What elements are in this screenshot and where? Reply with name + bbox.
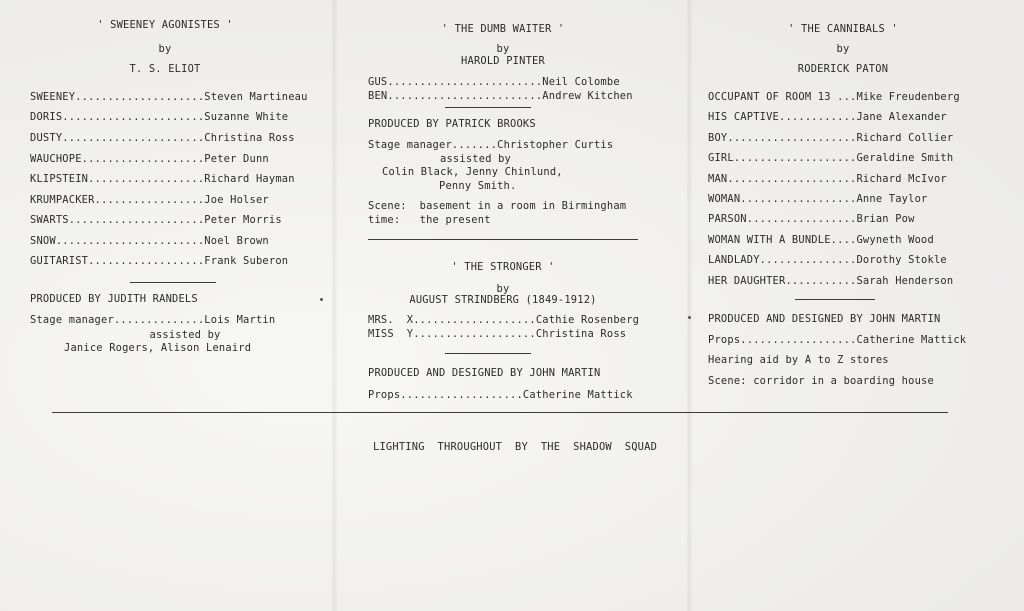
hearing-aid-line: Hearing aid by A to Z stores: [708, 354, 889, 366]
footer-divider: [52, 412, 948, 413]
cast-line: HER DAUGHTER...........Sarah Henderson: [708, 275, 954, 287]
play-title: ' THE STRONGER ': [451, 261, 555, 273]
cast-line: WOMAN..................Anne Taylor: [708, 193, 928, 205]
lighting-credit: LIGHTING THROUGHOUT BY THE SHADOW SQUAD: [373, 441, 658, 453]
props-line: Props..................Catherine Mattick: [708, 334, 967, 346]
assistants-line: Penny Smith.: [439, 180, 517, 192]
ink-dot: [688, 316, 691, 319]
cast-line: LANDLADY...............Dorothy Stokle: [708, 254, 947, 266]
by-label: by: [496, 283, 510, 295]
cast-line: KLIPSTEIN..................Richard Hayman: [30, 173, 295, 185]
cast-line: KRUMPACKER.................Joe Holser: [30, 194, 269, 206]
cast-line: MAN....................Richard McIvor: [708, 173, 947, 185]
scene-line: Scene: basement in a room in Birmingham: [368, 200, 627, 212]
assisted-by-label: assisted by: [440, 153, 512, 165]
cast-line: DUSTY......................Christina Ross: [30, 132, 295, 144]
time-line: time: the present: [368, 214, 491, 226]
cast-line: BEN........................Andrew Kitchen: [368, 90, 633, 102]
cast-line: WOMAN WITH A BUNDLE....Gwyneth Wood: [708, 234, 934, 246]
producer-line: PRODUCED BY PATRICK BROOKS: [368, 118, 536, 130]
cast-line: MRS. X...................Cathie Rosenberg: [368, 314, 640, 326]
author-name: HAROLD PINTER: [461, 55, 545, 67]
divider: [130, 282, 216, 283]
cast-line: PARSON.................Brian Pow: [708, 213, 915, 225]
by-label: by: [836, 43, 850, 55]
assistants-line: Colin Black, Jenny Chinlund,: [382, 166, 563, 178]
producer-line: PRODUCED AND DESIGNED BY JOHN MARTIN: [368, 367, 601, 379]
cast-line: DORIS......................Suzanne White: [30, 111, 289, 123]
divider: [795, 299, 875, 300]
author-name: AUGUST STRINDBERG (1849-1912): [409, 294, 597, 306]
by-label: by: [158, 43, 172, 55]
cast-line: SWEENEY....................Steven Martineau: [30, 91, 308, 103]
play-title: ' SWEENEY AGONISTES ': [97, 19, 233, 31]
play-title: ' THE CANNIBALS ': [788, 23, 898, 35]
assisted-by-label: assisted by: [149, 329, 221, 341]
cast-line: WAUCHOPE...................Peter Dunn: [30, 153, 269, 165]
author-name: T. S. ELIOT: [129, 63, 201, 75]
cast-line: GUITARIST..................Frank Suberon: [30, 255, 289, 267]
props-line: Props...................Catherine Mattick: [368, 389, 633, 401]
cast-line: GIRL...................Geraldine Smith: [708, 152, 954, 164]
stage-manager-line: Stage manager.......Christopher Curtis: [368, 139, 614, 151]
producer-line: PRODUCED BY JUDITH RANDELS: [30, 293, 198, 305]
cast-line: SNOW.......................Noel Brown: [30, 235, 269, 247]
divider: [445, 107, 531, 108]
producer-line: PRODUCED AND DESIGNED BY JOHN MARTIN: [708, 313, 941, 325]
cast-line: OCCUPANT OF ROOM 13 ...Mike Freudenberg: [708, 91, 960, 103]
cast-line: GUS........................Neil Colombe: [368, 76, 620, 88]
by-label: by: [496, 43, 510, 55]
section-divider: [368, 239, 638, 240]
cast-line: BOY....................Richard Collier: [708, 132, 954, 144]
play-title: ' THE DUMB WAITER ': [441, 23, 565, 35]
assistants-line: Janice Rogers, Alison Lenaird: [64, 342, 252, 354]
cast-line: HIS CAPTIVE............Jane Alexander: [708, 111, 947, 123]
stage-manager-line: Stage manager..............Lois Martin: [30, 314, 276, 326]
ink-dot: [320, 298, 323, 301]
divider: [445, 353, 531, 354]
author-name: RODERICK PATON: [797, 63, 889, 75]
cast-line: SWARTS.....................Peter Morris: [30, 214, 282, 226]
scene-line: Scene: corridor in a boarding house: [708, 375, 934, 387]
cast-line: MISS Y...................Christina Ross: [368, 328, 627, 340]
